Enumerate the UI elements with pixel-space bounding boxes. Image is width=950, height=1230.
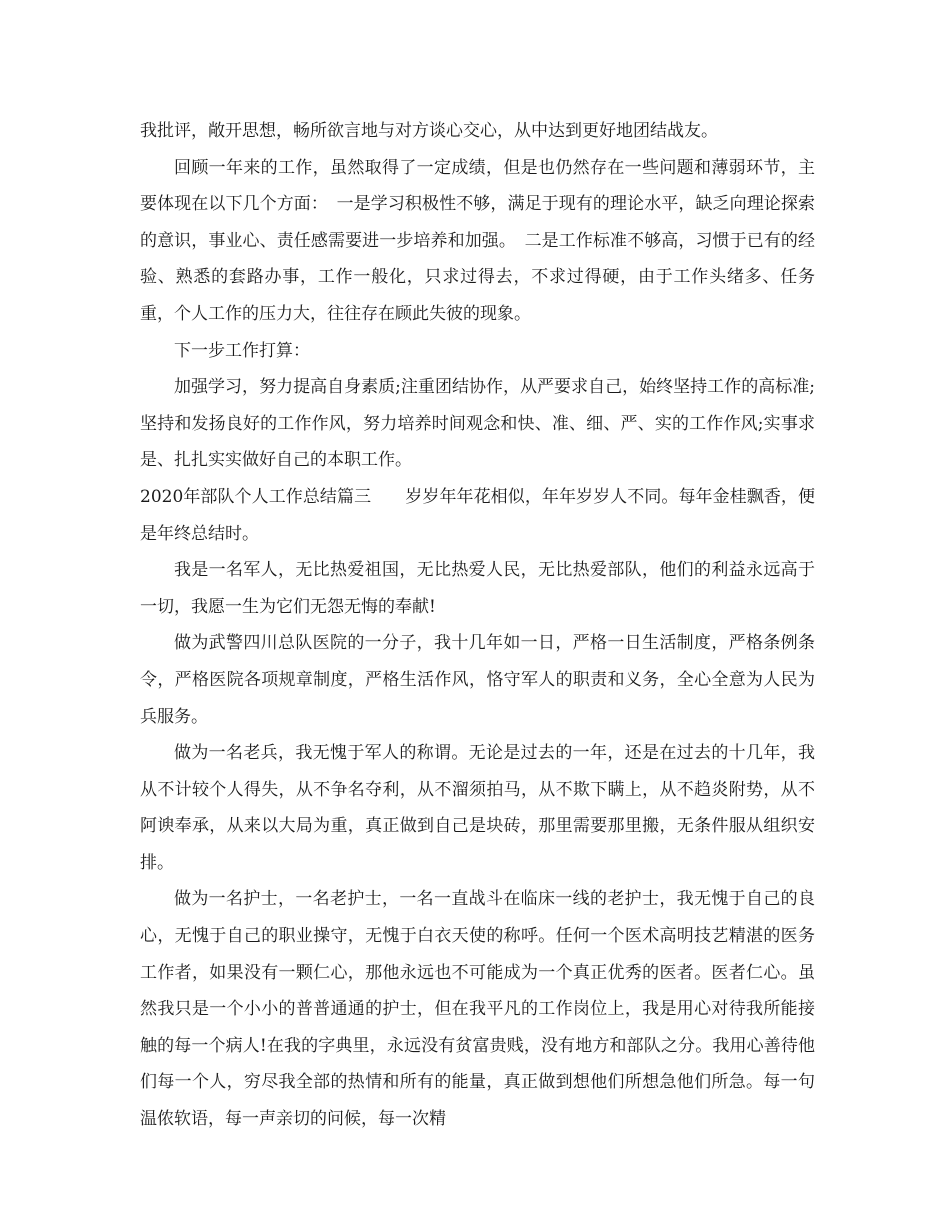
paragraph: 加强学习，努力提高自身素质;注重团结协作，从严要求自己，始终坚持工作的高标准;坚持和发扬良好的工作作风，努力培养时间观念和快、准、细、严、实的工作作风;实事求是、扎扎实实做好自己的本职工作。	[140, 377, 815, 471]
document-body	[140, 113, 815, 1138]
paragraph: 做为一名老兵，我无愧于军人的称谓。无论是过去的一年，还是在过去的十几年，我从不计较个人得失，从不争名夺利，从不溜须拍马，从不欺下瞒上，从不趋炎附势，从不阿谀奉承，从来以大局为重，真正做到自己是块砖，那里需要那里搬，无条件服从组织安排。	[140, 743, 815, 873]
paragraph: 做为武警四川总队医院的一分子，我十几年如一日，严格一日生活制度，严格条例条令，严格医院各项规章制度，严格生活作风，恪守军人的职责和义务，全心全意为人民为兵服务。	[140, 633, 815, 727]
paragraph: 回顾一年来的工作，虽然取得了一定成绩，但是也仍然存在一些问题和薄弱环节，主要体现在以下几个方面： 一是学习积极性不够，满足于现有的理论水平，缺乏向理论探索的意识，事业心、责任感需要进一步培养和加强。 二是工作标准不够高，习惯于已有的经验、熟悉的套路办事，工作一般化，只求过得去，不求过得硬，由于工作头绪多、任务重，个人工作的压力大，往往存在顾此失彼的现象。	[140, 157, 815, 324]
section-heading-paragraph: 2020年部队个人工作总结篇三 岁岁年年花相似，年年岁岁人不同。每年金桂飘香，便是年终总结时。	[140, 486, 815, 544]
paragraph: 做为一名护士，一名老护士，一名一直战斗在临床一线的老护士，我无愧于自己的良心，无愧于自己的职业操守，无愧于白衣天使的称呼。任何一个医术高明技艺精湛的医务工作者，如果没有一颗仁心，那他永远也不可能成为一个真正优秀的医者。医者仁心。虽然我只是一个小小的普普通通的护士，但在我平凡的工作岗位上，我是用心对待我所能接触的每一个病人!在我的字典里，永远没有贫富贵贱，没有地方和部队之分。我用心善待他们每一个人，穷尽我全部的热情和所有的能量，真正做到想他们所想急他们所急。每一句温侬软语，每一声亲切的问候，每一次精	[140, 889, 815, 1130]
paragraph: 我批评，敞开思想，畅所欲言地与对方谈心交心，从中达到更好地团结战友。	[140, 121, 718, 141]
paragraph: 我是一名军人，无比热爱祖国，无比热爱人民，无比热爱部队，他们的利益永远高于一切，我愿一生为它们无怨无悔的奉献!	[140, 560, 815, 617]
paragraph: 下一步工作打算：	[174, 340, 310, 361]
